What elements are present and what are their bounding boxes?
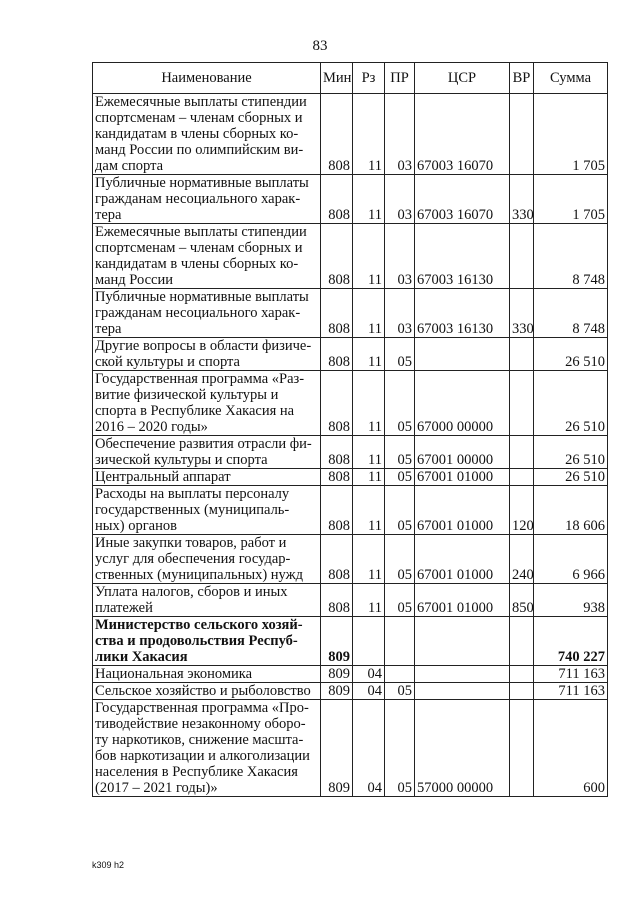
cell-min: 809 <box>321 700 353 797</box>
cell-min: 808 <box>321 175 353 224</box>
cell-csr <box>415 666 510 683</box>
cell-rz: 04 <box>353 700 385 797</box>
cell-pr: 05 <box>385 338 415 371</box>
cell-vr: 850 <box>510 584 534 617</box>
cell-csr: 67003 16130 <box>415 224 510 289</box>
cell-sum: 18 606 <box>534 486 608 535</box>
header-name: Наименование <box>93 63 321 94</box>
cell-name: Министерство сельского хозяй- ства и продовольствия Респуб- лики Хакасия <box>93 617 321 666</box>
cell-name: Центральный аппарат <box>93 469 321 486</box>
table-row <box>93 666 608 683</box>
cell-min: 808 <box>321 371 353 436</box>
cell-csr: 67001 01000 <box>415 486 510 535</box>
header-pr: ПР <box>385 63 415 94</box>
cell-min: 808 <box>321 224 353 289</box>
table-row <box>93 584 608 617</box>
cell-pr: 03 <box>385 289 415 338</box>
cell-pr: 03 <box>385 94 415 175</box>
cell-pr: 05 <box>385 700 415 797</box>
cell-vr: 330 <box>510 289 534 338</box>
cell-csr: 67001 01000 <box>415 584 510 617</box>
cell-sum: 740 227 <box>534 617 608 666</box>
cell-csr: 67001 01000 <box>415 535 510 584</box>
table-row <box>93 338 608 371</box>
cell-name: Расходы на выплаты персоналу государственных (муниципаль- ных) органов <box>93 486 321 535</box>
cell-rz: 11 <box>353 175 385 224</box>
table-row <box>93 683 608 700</box>
cell-min: 808 <box>321 469 353 486</box>
cell-vr <box>510 617 534 666</box>
cell-min: 809 <box>321 683 353 700</box>
cell-name: Уплата налогов, сборов и иных платежей <box>93 584 321 617</box>
cell-csr: 67000 00000 <box>415 371 510 436</box>
cell-pr <box>385 617 415 666</box>
cell-vr: 240 <box>510 535 534 584</box>
cell-vr <box>510 469 534 486</box>
cell-csr <box>415 617 510 666</box>
table-row <box>93 535 608 584</box>
cell-rz: 11 <box>353 436 385 469</box>
cell-sum: 26 510 <box>534 436 608 469</box>
cell-sum: 26 510 <box>534 338 608 371</box>
cell-name: Государственная программа «Раз- витие физической культуры и спорта в Республике Хакасия на 2016 – 2020 годы» <box>93 371 321 436</box>
cell-rz <box>353 617 385 666</box>
cell-sum: 1 705 <box>534 175 608 224</box>
table-row <box>93 94 608 175</box>
table-row <box>93 224 608 289</box>
cell-rz: 11 <box>353 486 385 535</box>
cell-rz: 11 <box>353 371 385 436</box>
cell-name: Ежемесячные выплаты стипендии спортсменам – членам сборных и кандидатам в члены сборных ко- манд России <box>93 224 321 289</box>
table-row <box>93 436 608 469</box>
table-row <box>93 371 608 436</box>
cell-rz: 11 <box>353 94 385 175</box>
cell-sum: 938 <box>534 584 608 617</box>
cell-rz: 11 <box>353 535 385 584</box>
cell-pr: 05 <box>385 486 415 535</box>
cell-name: Национальная экономика <box>93 666 321 683</box>
footer-code: k309 h2 <box>92 860 125 870</box>
cell-pr: 05 <box>385 436 415 469</box>
table-row <box>93 289 608 338</box>
cell-name: Другие вопросы в области физиче- ской культуры и спорта <box>93 338 321 371</box>
cell-name: Государственная программа «Про- тиводействие незаконному оборо- ту наркотиков, снижение масшта- бов наркотизации и алкоголизации населения в Республике Хакасия (2017 – 2021 годы)» <box>93 700 321 797</box>
cell-min: 808 <box>321 584 353 617</box>
cell-csr: 67001 01000 <box>415 469 510 486</box>
cell-rz: 11 <box>353 469 385 486</box>
cell-pr: 05 <box>385 371 415 436</box>
cell-sum: 8 748 <box>534 224 608 289</box>
cell-min: 809 <box>321 617 353 666</box>
cell-min: 808 <box>321 436 353 469</box>
cell-vr: 330 <box>510 175 534 224</box>
cell-sum: 711 163 <box>534 666 608 683</box>
cell-rz: 11 <box>353 338 385 371</box>
cell-vr <box>510 683 534 700</box>
cell-vr <box>510 224 534 289</box>
cell-vr <box>510 666 534 683</box>
cell-sum: 711 163 <box>534 683 608 700</box>
cell-name: Ежемесячные выплаты стипендии спортсменам – членам сборных и кандидатам в члены сборных ко- манд России по олимпийским ви- дам спорта <box>93 94 321 175</box>
cell-vr <box>510 338 534 371</box>
cell-sum: 26 510 <box>534 371 608 436</box>
cell-pr <box>385 666 415 683</box>
header-rz: Рз <box>353 63 385 94</box>
cell-vr: 120 <box>510 486 534 535</box>
cell-min: 808 <box>321 289 353 338</box>
cell-name: Обеспечение развития отрасли фи- зической культуры и спорта <box>93 436 321 469</box>
cell-vr <box>510 436 534 469</box>
budget-table <box>92 62 608 797</box>
table-row <box>93 700 608 797</box>
cell-min: 808 <box>321 94 353 175</box>
cell-rz: 04 <box>353 683 385 700</box>
cell-csr: 67003 16070 <box>415 94 510 175</box>
cell-rz: 11 <box>353 224 385 289</box>
cell-sum: 26 510 <box>534 469 608 486</box>
table-header-row <box>93 63 608 94</box>
cell-rz: 11 <box>353 584 385 617</box>
header-sum: Сумма <box>534 63 608 94</box>
table-row <box>93 175 608 224</box>
cell-vr <box>510 700 534 797</box>
cell-csr: 57000 00000 <box>415 700 510 797</box>
cell-csr: 67003 16130 <box>415 289 510 338</box>
cell-pr: 03 <box>385 224 415 289</box>
cell-sum: 6 966 <box>534 535 608 584</box>
cell-min: 808 <box>321 535 353 584</box>
header-min: Мин <box>321 63 353 94</box>
cell-pr: 05 <box>385 469 415 486</box>
cell-vr <box>510 371 534 436</box>
cell-name: Публичные нормативные выплаты гражданам несоциального харак- тера <box>93 175 321 224</box>
cell-sum: 600 <box>534 700 608 797</box>
cell-csr <box>415 683 510 700</box>
header-vr: ВР <box>510 63 534 94</box>
header-csr: ЦСР <box>415 63 510 94</box>
cell-sum: 8 748 <box>534 289 608 338</box>
cell-name: Публичные нормативные выплаты гражданам несоциального харак- тера <box>93 289 321 338</box>
cell-vr <box>510 94 534 175</box>
cell-rz: 04 <box>353 666 385 683</box>
table-row <box>93 617 608 666</box>
cell-pr: 05 <box>385 535 415 584</box>
cell-min: 809 <box>321 666 353 683</box>
cell-rz: 11 <box>353 289 385 338</box>
cell-pr: 03 <box>385 175 415 224</box>
cell-name: Иные закупки товаров, работ и услуг для обеспечения государ- ственных (муниципальных) нужд <box>93 535 321 584</box>
cell-min: 808 <box>321 486 353 535</box>
cell-pr: 05 <box>385 683 415 700</box>
table-row <box>93 469 608 486</box>
cell-sum: 1 705 <box>534 94 608 175</box>
page-number: 83 <box>312 38 328 54</box>
table-row <box>93 486 608 535</box>
cell-name: Сельское хозяйство и рыболовство <box>93 683 321 700</box>
cell-csr: 67003 16070 <box>415 175 510 224</box>
cell-min: 808 <box>321 338 353 371</box>
cell-csr <box>415 338 510 371</box>
cell-pr: 05 <box>385 584 415 617</box>
cell-csr: 67001 00000 <box>415 436 510 469</box>
